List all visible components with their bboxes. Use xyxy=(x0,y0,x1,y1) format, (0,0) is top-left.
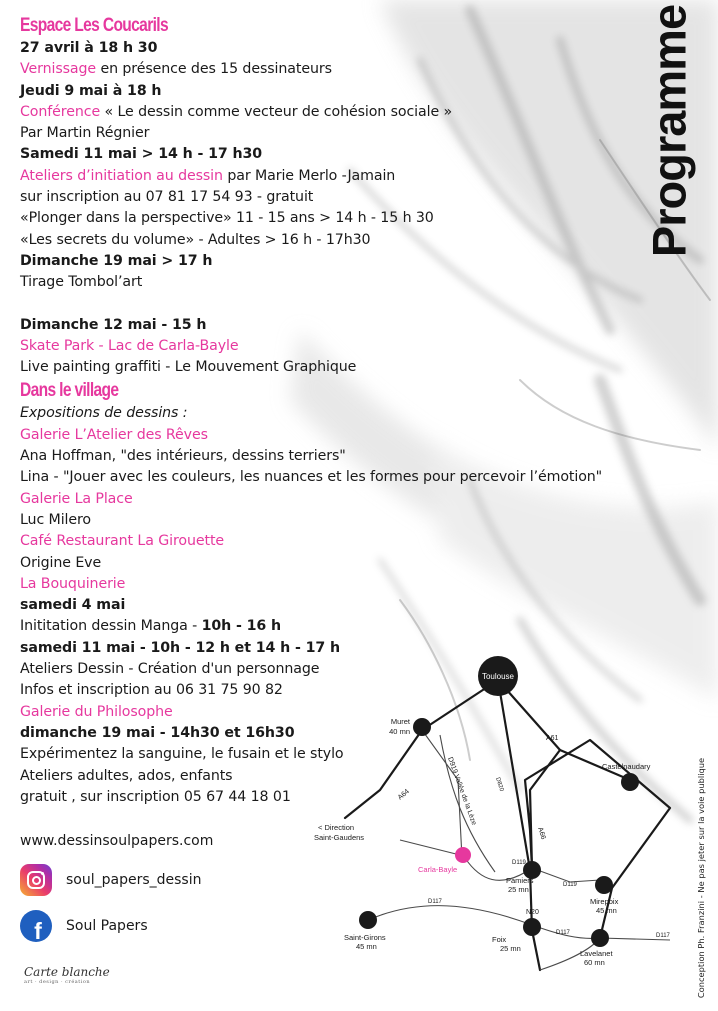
galerie-name: Galerie du Philosophe xyxy=(20,703,173,720)
event-line xyxy=(20,59,680,80)
inscription-info: Infos et inscription au 06 31 75 90 82 xyxy=(20,682,283,699)
event-date: dimanche 19 mai - 14h30 et 16h30 xyxy=(20,724,295,741)
expositions-label: Expositions de dessins : xyxy=(20,405,188,422)
vernissage-link: Vernissage xyxy=(20,61,97,78)
galerie-name: La Bouquinerie xyxy=(20,575,126,592)
website-link[interactable]: www.dessinsoulpapers.com xyxy=(20,833,214,849)
saint-girons-marker xyxy=(359,911,377,929)
mirepoix-marker xyxy=(595,876,613,894)
a61-label: A61 xyxy=(546,735,559,742)
lavelanet-time: 60 mn xyxy=(584,958,605,967)
live-painting-line: Live painting graffiti - Le Mouvement Graphique xyxy=(20,359,357,376)
saint-girons-label: Saint-Girons xyxy=(344,933,386,942)
atelier-item: «Les secrets du volume» - Adultes > 16 h - 17h30 xyxy=(20,231,371,248)
facebook-handle: Soul Papers xyxy=(66,918,148,934)
muret-time: 40 mn xyxy=(389,727,410,736)
audience-line: Ateliers adultes, ados, enfants xyxy=(20,767,233,784)
d117b-label: D117 xyxy=(556,930,570,936)
event-line xyxy=(20,102,680,123)
skate-park-link: Skate Park - Lac de Carla-Bayle xyxy=(20,337,239,354)
conference-desc: « Le dessin comme vecteur de cohésion sociale » xyxy=(100,103,453,120)
castelnaudary-label: Castelnaudary xyxy=(602,762,651,771)
section-heading-coucarils: Espace Les Coucarils xyxy=(20,15,168,36)
programme-title: Programme xyxy=(642,4,696,257)
artist-line: Origine Eve xyxy=(20,554,102,571)
ateliers-link: Ateliers d’initiation au dessin xyxy=(20,167,223,184)
section-heading-village: Dans le village xyxy=(20,380,119,402)
inscription-info: gratuit , sur inscription 05 67 44 18 01 xyxy=(20,788,291,805)
inscription-info: sur inscription au 07 81 17 54 93 - gratuit xyxy=(20,189,314,206)
event-date: samedi 11 mai - 10h - 12 h et 14 h - 17 h xyxy=(20,639,340,656)
galerie-name: Café Restaurant La Girouette xyxy=(20,533,225,550)
foix-marker xyxy=(523,918,541,936)
manga-time: 10h - 16 h xyxy=(201,618,281,635)
pamiers-label: Pamiers xyxy=(506,876,534,885)
a64-label: A64 xyxy=(396,788,411,802)
carla-marker xyxy=(455,847,471,863)
ateliers-desc: par Marie Merlo -Jamain xyxy=(222,167,396,184)
event-date: Dimanche 12 mai - 15 h xyxy=(20,316,207,333)
n20-label: N20 xyxy=(526,909,539,916)
logo-subtext: art · design · création xyxy=(24,979,91,985)
event-date: samedi 4 mai xyxy=(20,597,126,614)
muret-label: Muret xyxy=(390,717,410,726)
conference-link: Conférence xyxy=(20,103,101,120)
d119-label: D119 xyxy=(563,882,577,888)
facebook-row[interactable] xyxy=(20,910,148,942)
artist-line: Lina - "Jouer avec les couleurs, les nuances et les formes pour percevoir l’émotion" xyxy=(20,469,603,486)
atelier-item: «Plonger dans la perspective» 11 - 15 ans > 14 h - 15 h 30 xyxy=(20,210,434,227)
atelier-item: Ateliers Dessin - Création d'un personnage xyxy=(20,661,320,678)
tirage-line: Tirage Tombol’art xyxy=(20,274,143,291)
d117c-label: D117 xyxy=(656,933,670,939)
galerie-name: Galerie La Place xyxy=(20,490,133,507)
lavelanet-marker xyxy=(591,929,609,947)
carte-blanche-logo xyxy=(24,965,110,985)
manga-desc: Inititation dessin Manga - xyxy=(20,618,202,635)
artist-line: Ana Hoffman, "des intérieurs, dessins terriers" xyxy=(20,448,346,465)
mirepoix-label: Mirepoix xyxy=(590,897,619,906)
event-line xyxy=(20,166,680,187)
conference-speaker: Par Martin Régnier xyxy=(20,125,150,142)
event-date: Jeudi 9 mai à 18 h xyxy=(20,82,162,99)
carla-label: Carla-Bayle xyxy=(418,865,458,874)
foix-label: Foix xyxy=(492,935,507,944)
atelier-item: Expérimentez la sanguine, le fusain et le stylo xyxy=(20,746,344,763)
d119b-label: D119 xyxy=(512,860,526,866)
program-text xyxy=(20,14,680,808)
event-date: Samedi 11 mai > 14 h - 17 h30 xyxy=(20,146,263,163)
vernissage-desc: en présence des 15 dessinateurs xyxy=(96,61,332,78)
galerie-name: Galerie L’Atelier des Rêves xyxy=(20,426,208,443)
manga-line xyxy=(20,616,680,637)
saint-gaudens-label: Saint-Gaudens xyxy=(314,833,365,842)
instagram-handle: soul_papers_dessin xyxy=(66,872,202,888)
toulouse-label: Toulouse xyxy=(481,672,515,681)
saint-girons-time: 45 mn xyxy=(356,942,377,951)
lavelanet-label: Lavelanet xyxy=(580,949,613,958)
instagram-row[interactable] xyxy=(20,864,202,896)
foix-time: 25 mn xyxy=(500,944,521,953)
d117-label: D117 xyxy=(428,899,442,905)
design-credit: Conception Ph. Franzini - Ne pas jeter sur la voie publique xyxy=(696,757,706,999)
event-date: 27 avril à 18 h 30 xyxy=(20,40,158,56)
pamiers-time: 25 mn xyxy=(508,885,529,894)
d820-label: D820 xyxy=(494,776,505,793)
logo-text: Carte blanche xyxy=(24,965,110,979)
mirepoix-time: 45 mn xyxy=(596,906,617,915)
artist-line: Luc Milero xyxy=(20,511,92,528)
instagram-icon xyxy=(20,864,52,896)
a66-label: A66 xyxy=(536,826,547,841)
event-date: Dimanche 19 mai > 17 h xyxy=(20,252,213,269)
facebook-icon: f xyxy=(20,910,52,942)
direction-label: < Direction xyxy=(318,823,355,832)
d919-label: D919 Vallée de la Lèze xyxy=(446,756,478,827)
